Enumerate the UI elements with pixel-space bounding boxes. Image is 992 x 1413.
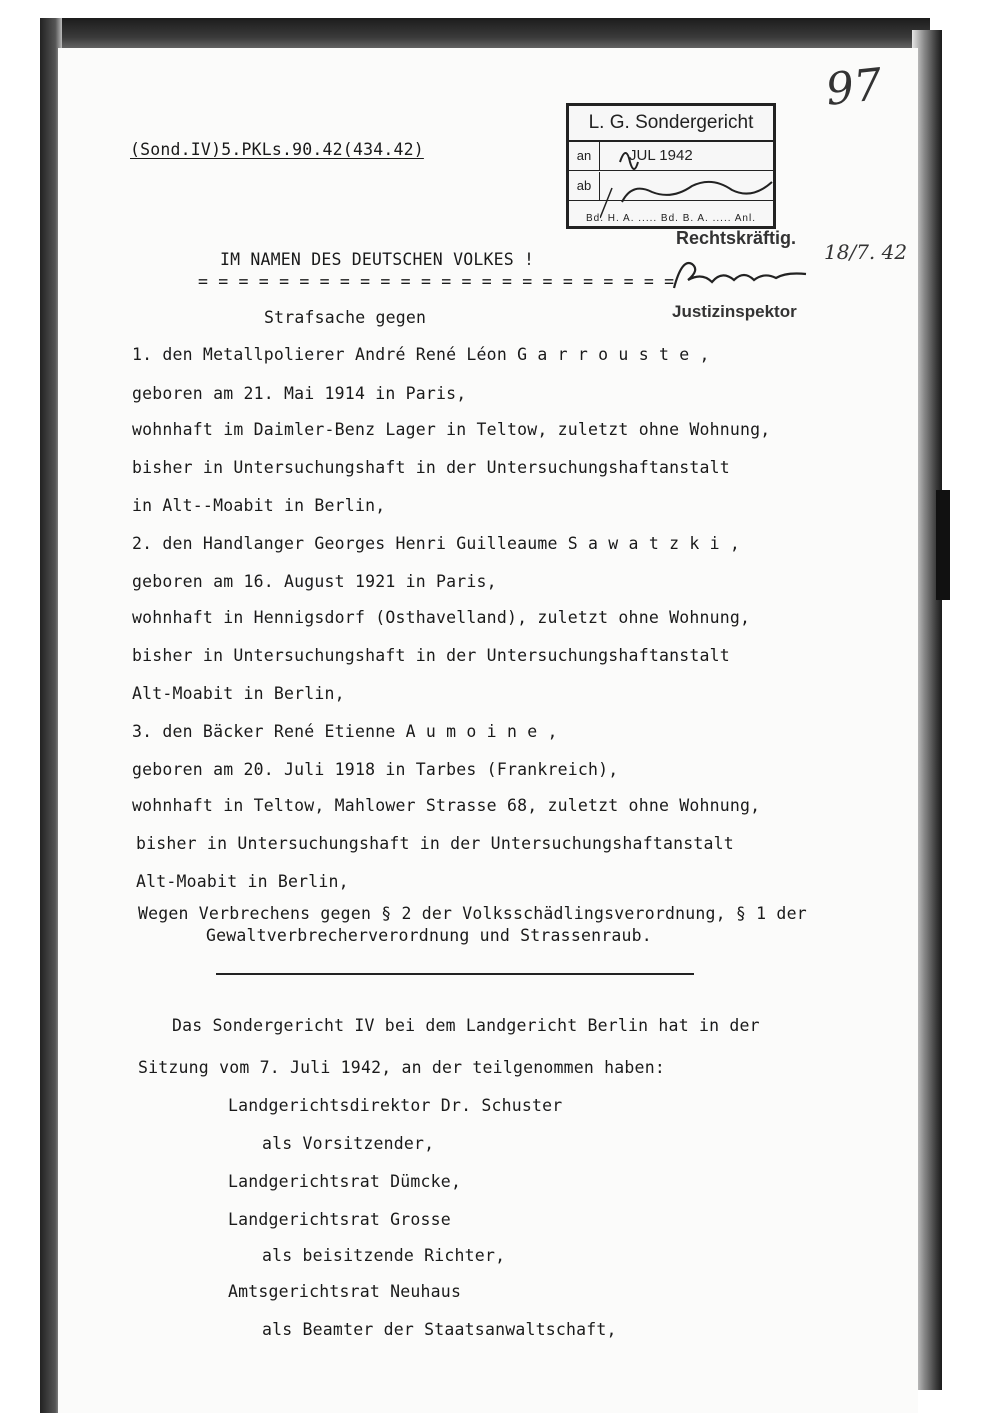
defendant-line: bisher in Untersuchungshaft in der Untersuchungshaftanstalt: [132, 646, 730, 665]
defendant-line: bisher in Untersuchungshaft in der Untersuchungshaftanstalt: [132, 458, 730, 477]
defendant-line: geboren am 20. Juli 1918 in Tarbes (Frankreich),: [132, 760, 619, 779]
strafsache-label: Strafsache gegen: [264, 308, 427, 327]
stamp-an-label: an: [569, 142, 600, 170]
signature: [668, 248, 818, 294]
file-reference: (Sond.IV)5.PKLs.90.42(434.42): [130, 140, 424, 159]
scan-edge-top: [40, 18, 930, 50]
court-member: Landgerichtsdirektor Dr. Schuster: [228, 1096, 563, 1115]
defendant-line: geboren am 16. August 1921 in Paris,: [132, 572, 497, 591]
stamp-title: L. G. Sondergericht: [569, 106, 773, 142]
defendant-line: wohnhaft in Teltow, Mahlower Strasse 68, zuletzt ohne Wohnung,: [132, 796, 761, 815]
defendant-line: Alt-Moabit in Berlin,: [136, 872, 349, 891]
stamp-handwriting: [600, 140, 790, 220]
court-member: Amtsgerichtsrat Neuhaus: [228, 1282, 462, 1301]
defendant-line: wohnhaft im Daimler-Benz Lager in Teltow, zuletzt ohne Wohnung,: [132, 420, 771, 439]
stamp-an-value: JUL 1942: [629, 147, 693, 164]
heading-underline: = = = = = = = = = = = = = = = = = = = = = = = =: [198, 272, 675, 291]
defendant-line: bisher in Untersuchungshaft in der Untersuchungshaftanstalt: [136, 834, 734, 853]
justizinspektor-stamp: Justizinspektor: [672, 302, 797, 321]
court-member: als Beamter der Staatsanwaltschaft,: [262, 1320, 617, 1339]
defendant-line: 3. den Bäcker René Etienne A u m o i n e ,: [132, 722, 558, 741]
court-intro: Das Sondergericht IV bei dem Landgericht Berlin hat in der: [172, 1016, 760, 1035]
scan-edge-tab: [936, 490, 950, 600]
stamp-ab-label: ab: [569, 172, 600, 200]
defendant-line: 2. den Handlanger Georges Henri Guilleaume S a w a t z k i ,: [132, 534, 741, 553]
separator-rule: [216, 973, 694, 975]
stamp-footer: Bd. H. A. ..... Bd. B. A. ..... Anl.: [586, 213, 756, 224]
court-member: Landgerichtsrat Dümcke,: [228, 1172, 462, 1191]
defendant-line: Alt-Moabit in Berlin,: [132, 684, 345, 703]
charge-line: Gewaltverbrecherverordnung und Strassenraub.: [206, 926, 652, 945]
court-member: als Vorsitzender,: [262, 1134, 435, 1153]
charge-line: Wegen Verbrechens gegen § 2 der Volksschädlingsverordnung, § 1 der: [138, 904, 807, 923]
court-member: als beisitzende Richter,: [262, 1246, 506, 1265]
defendant-line: in Alt--Moabit in Berlin,: [132, 496, 386, 515]
rechtskraeftig-stamp: Rechtskräftig.: [676, 228, 797, 248]
verdict-heading: IM NAMEN DES DEUTSCHEN VOLKES !: [220, 250, 535, 269]
court-member: Landgerichtsrat Grosse: [228, 1210, 451, 1229]
defendant-line: wohnhaft in Hennigsdorf (Osthavelland), zuletzt ohne Wohnung,: [132, 608, 751, 627]
defendant-line: geboren am 21. Mai 1914 in Paris,: [132, 384, 467, 403]
folio-number: 97: [823, 59, 885, 116]
defendant-line: 1. den Metallpolierer André René Léon G a r r o u s t e ,: [132, 345, 710, 364]
court-intro: Sitzung vom 7. Juli 1942, an der teilgenommen haben:: [138, 1058, 665, 1077]
rechtskraeftig-date: 18/7. 42: [824, 240, 908, 264]
